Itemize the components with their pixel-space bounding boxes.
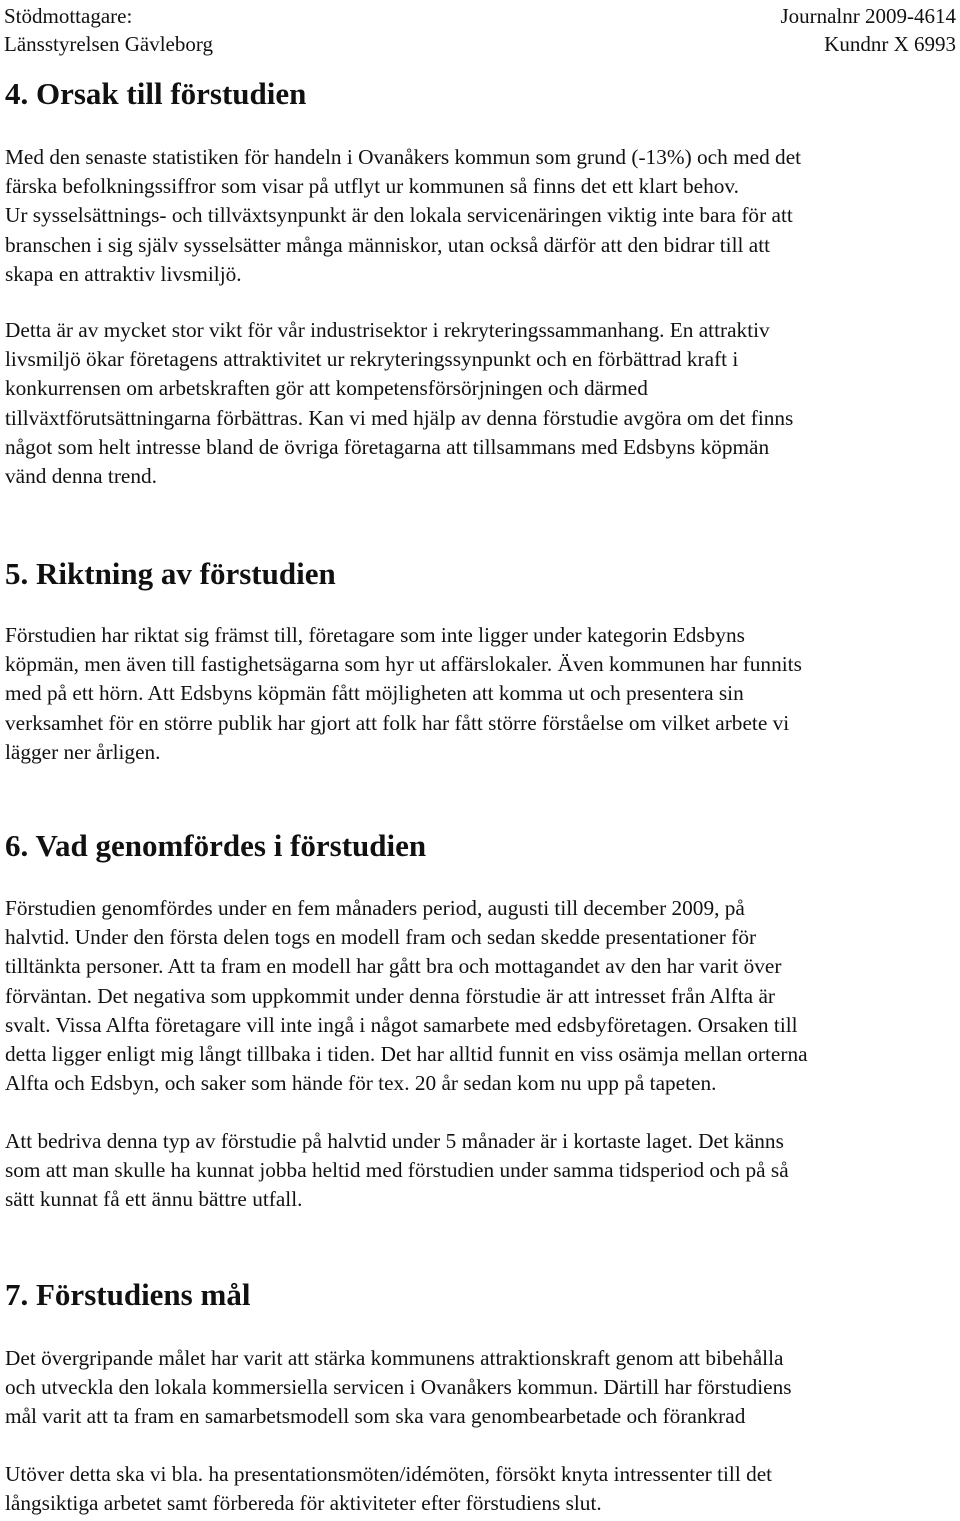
text-line: Med den senaste statistiken för handeln i Ovanåkers kommun som grund (-13%) och med det <box>5 145 802 169</box>
text-line: Det övergripande målet har varit att stärka kommunens attraktionskraft genom att bibehålla <box>5 1346 784 1370</box>
text-line: Ur sysselsättnings- och tillväxtsynpunkt är den lokala servicenäringen viktig inte bara för att <box>5 203 793 228</box>
text-line: som att man skulle ha kunnat jobba heltid med förstudien under samma tidsperiod och på så <box>5 1158 789 1183</box>
text-line: tilltänkta personer. Att ta fram en modell har gått bra och mottagandet av den har varit över <box>5 954 782 979</box>
text-line: halvtid. Under den första delen togs en modell fram och sedan skedde presentationer för <box>5 925 757 950</box>
text-line: långsiktiga arbetet samt förbereda för aktiviteter efter förstudiens slut. <box>5 1491 602 1516</box>
text-line: branschen i sig själv sysselsätter många människor, utan också därför att den bidrar till att <box>5 232 771 257</box>
text-line: tillväxtförutsättningarna förbättras. Kan vi med hjälp av denna förstudie avgöra om det finns <box>5 405 794 430</box>
text-line: livsmiljö ökar företagens attraktivitet ur rekryteringssynpunkt och en förbättrad kraft i <box>5 347 739 372</box>
text-line: förväntan. Det negativa som uppkommit under denna förstudie är att intresset från Alfta är <box>5 983 775 1008</box>
text-line: med på ett hörn. Att Edsbyns köpmän fått möjligheten att komma ut och presentera sin <box>5 681 744 706</box>
section-6-paragraph-2 <box>5 1127 957 1215</box>
text-line: Alfta och Edsbyn, och saker som hände för tex. 20 år sedan kom nu upp på tapeten. <box>5 1071 717 1096</box>
text-line: konkurrensen om arbetskraften gör att kompetensförsörjningen och därmed <box>5 376 648 401</box>
text-line: mål varit att ta fram en samarbetsmodell som ska vara genombearbetade och förankrad <box>5 1404 746 1429</box>
reference-block <box>780 2 956 58</box>
journal-number: Journalnr 2009-4614 <box>780 4 956 28</box>
text-line: Detta är av mycket stor vikt för vår industrisektor i rekryteringssammanhang. En attraktiv <box>5 318 770 342</box>
customer-number: Kundnr X 6993 <box>824 32 956 56</box>
text-line: köpmän, men även till fastighetsägarna som hyr ut affärslokaler. Även kommunen har funnits <box>5 652 802 677</box>
recipient-label: Stödmottagare: <box>4 4 133 28</box>
text-line: detta ligger enligt mig långt tillbaka i tiden. Det har alltid funnit en viss osämja mellan orterna <box>5 1042 808 1067</box>
text-line: Förstudien genomfördes under en fem månaders period, augusti till december 2009, på <box>5 896 745 920</box>
section-heading-7: 7. Förstudiens mål <box>5 1277 251 1312</box>
text-line: Utöver detta ska vi bla. ha presentationsmöten/idémöten, försökt knyta intressenter till det <box>5 1462 773 1486</box>
text-line: färska befolkningssiffror som visar på utflyt ur kommunen så finns det ett klart behov. <box>5 174 739 199</box>
section-4-paragraph-1 <box>5 143 957 289</box>
text-line: skapa en attraktiv livsmiljö. <box>5 261 242 286</box>
text-line: verksamhet för en större publik har gjort att folk har fått större förståelse om vilket arbete vi <box>5 710 790 735</box>
section-5-paragraph-1 <box>5 621 957 767</box>
text-line: svalt. Vissa Alfta företagare vill inte ingå i något samarbete med edsbyföretagen. Orsaken till <box>5 1012 798 1037</box>
section-heading-6: 6. Vad genomfördes i förstudien <box>5 828 427 863</box>
section-heading-5: 5. Riktning av förstudien <box>5 556 336 591</box>
text-line: lägger ner årligen. <box>5 739 161 764</box>
text-line: något som helt intresse bland de övriga företagarna att tillsammans med Edsbyns köpmän <box>5 434 770 459</box>
section-7-paragraph-2 <box>5 1460 957 1518</box>
text-line: vänd denna trend. <box>5 464 157 489</box>
text-line: Att bedriva denna typ av förstudie på halvtid under 5 månader är i kortaste laget. Det känns <box>5 1129 784 1153</box>
text-line: sätt kunnat få ett ännu bättre utfall. <box>5 1187 303 1212</box>
section-6-paragraph-1 <box>5 894 957 1098</box>
section-7-paragraph-1 <box>5 1344 957 1432</box>
section-4-paragraph-2 <box>5 316 957 491</box>
section-heading-4: 4. Orsak till förstudien <box>5 76 307 111</box>
text-line: Förstudien har riktat sig främst till, företagare som inte ligger under kategorin Edsbyns <box>5 623 745 647</box>
recipient-name: Länsstyrelsen Gävleborg <box>4 32 213 56</box>
text-line: och utveckla den lokala kommersiella servicen i Ovanåkers kommun. Därtill har förstudiens <box>5 1375 792 1400</box>
recipient-block <box>4 2 213 58</box>
